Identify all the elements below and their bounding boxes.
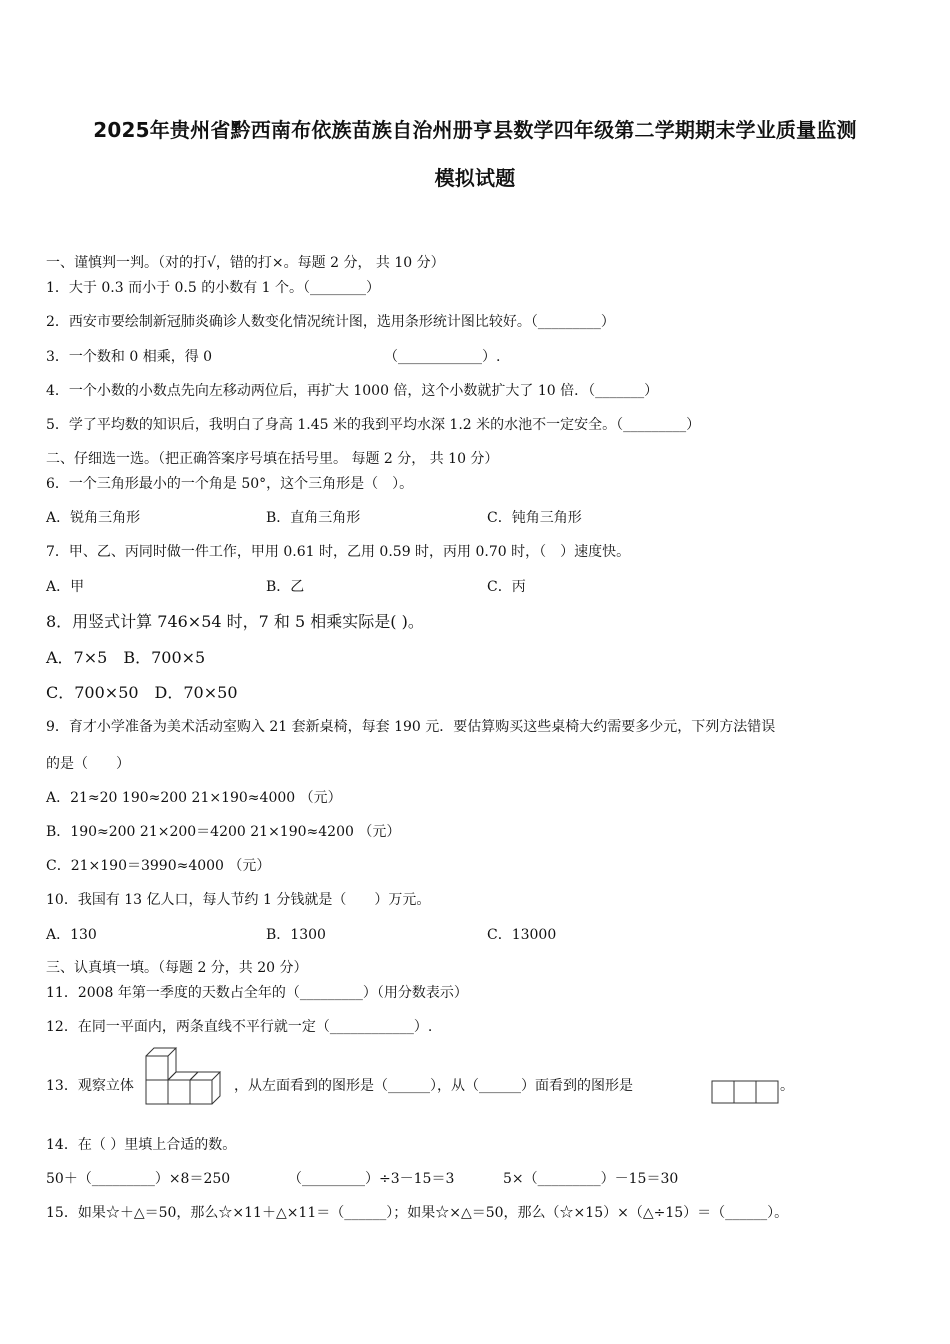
section-3-heading: 三、认真填一填。（每题 2 分，共 20 分） [46, 960, 308, 976]
question-2: 2．西安市要绘制新冠肺炎确诊人数变化情况统计图，选用条形统计图比较好。（_________） [46, 314, 615, 330]
question-7-option-c: C．丙 [487, 579, 526, 595]
question-8: 8．用竖式计算 746×54 时，7 和 5 相乘实际是( )。 [46, 612, 424, 631]
question-6: 6．一个三角形最小的一个角是 50°，这个三角形是（ ）。 [46, 476, 414, 492]
question-7-option-b: B．乙 [266, 579, 305, 595]
question-10: 10．我国有 13 亿人口，每人节约 1 分钱就是（ ）万元。 [46, 892, 431, 908]
question-6-option-b: B．直角三角形 [266, 510, 361, 526]
question-4: 4．一个小数的小数点先向左移动两位后，再扩大 1000 倍，这个小数就扩大了 10 倍．（_______） [46, 383, 659, 399]
question-9-option-b: B．190≈200 21×200＝4200 21×190≈4200 （元） [46, 824, 401, 840]
question-10-option-b: B．1300 [266, 927, 326, 943]
view-shape-three-squares [711, 1080, 781, 1104]
question-12: 12．在同一平面内，两条直线不平行就一定（____________）. [46, 1019, 433, 1035]
question-9-line2: 的是（ ） [46, 756, 130, 772]
question-9-option-a: A．21≈20 190≈200 21×190≈4000 （元） [46, 790, 342, 806]
question-9-line1: 9．育才小学准备为美术活动室购入 21 套新桌椅，每套 190 元．要估算购买这些桌椅大约需要多少元，下列方法错误 [46, 719, 776, 735]
question-7: 7．甲、乙、丙同时做一件工作，甲用 0.61 时，乙用 0.59 时，丙用 0.70 时，（ ）速度快。 [46, 544, 631, 560]
question-3-blank: （____________）. [384, 349, 501, 365]
question-14-part-2: （_________）÷3－15＝3 [288, 1171, 455, 1187]
exam-title-line2: 模拟试题 [434, 166, 516, 190]
question-10-option-c: C．13000 [487, 927, 557, 943]
question-10-option-a: A．130 [46, 927, 97, 943]
exam-title-line1: 2025年贵州省黔西南布依族苗族自治州册亨县数学四年级第二学期期末学业质量监测 [93, 118, 857, 142]
question-14-part-1: 50＋（_________）×8＝250 [46, 1171, 231, 1187]
question-8-options-cd: C．700×50 D．70×50 [46, 683, 238, 702]
question-3: 3．一个数和 0 相乘，得 0 [46, 349, 213, 365]
question-11: 11．2008 年第一季度的天数占全年的（_________）（用分数表示） [46, 985, 468, 1001]
question-1: 1．大于 0.3 而小于 0.5 的小数有 1 个。（________） [46, 280, 381, 296]
question-9-option-c: C．21×190＝3990≈4000 （元） [46, 858, 271, 874]
question-5: 5．学了平均数的知识后，我明白了身高 1.45 米的我到平均水深 1.2 米的水池不一定安全。（_________） [46, 417, 701, 433]
question-14: 14．在（ ）里填上合适的数。 [46, 1137, 237, 1153]
question-13-text: ，从左面看到的图形是（______），从（______）面看到的图形是 [234, 1078, 633, 1094]
question-8-options-ab: A．7×5 B．700×5 [46, 648, 206, 667]
question-7-option-a: A．甲 [46, 579, 85, 595]
question-15: 15．如果☆＋△＝50，那么☆×11＋△×11＝（______）；如果☆×△＝50，那么（☆×15）×（△÷15）＝（______）。 [46, 1205, 789, 1221]
question-14-part-3: 5×（_________）－15＝30 [503, 1171, 679, 1187]
question-13-end: 。 [780, 1078, 794, 1094]
section-1-heading: 一、谨慎判一判。（对的打√，错的打×。每题 2 分， 共 10 分） [46, 255, 445, 271]
section-2-heading: 二、仔细选一选。（把正确答案序号填在括号里。 每题 2 分， 共 10 分） [46, 451, 499, 467]
question-6-option-a: A．锐角三角形 [46, 510, 141, 526]
solid-figure-illustration [144, 1044, 234, 1106]
question-13-prefix: 13．观察立体 [46, 1078, 134, 1094]
question-6-option-c: C．钝角三角形 [487, 510, 582, 526]
